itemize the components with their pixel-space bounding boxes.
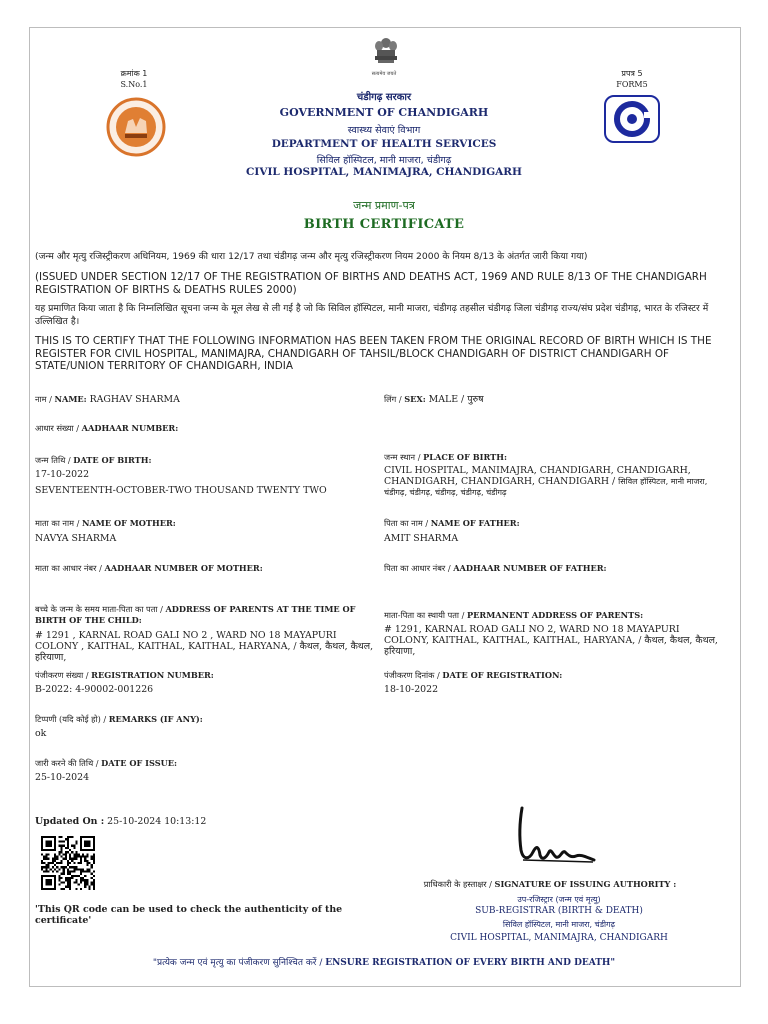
issue-date-value: 25-10-2024 xyxy=(35,772,90,783)
certificate-title-hindi: जन्म प्रमाण-पत्र xyxy=(353,199,415,212)
mother-aadhaar-label: माता का आधार नंबर / AADHAAR NUMBER OF MOTHER: xyxy=(35,563,263,573)
issued-under-hindi: (जन्म और मृत्यु रजिस्ट्रीकरण अधिनियम, 1969 की धारा 12/17 तथा चंडीगढ़ जन्म और मृत्यु रजिस्ट्रीकरण नियम 2000 के नियम 8/13 के अंतर्गत जारी किया गया) xyxy=(35,251,588,262)
serial-number: S.No.1 xyxy=(120,80,148,89)
registration-number-label: पंजीकरण संख्या / REGISTRATION NUMBER: xyxy=(35,670,214,680)
mother-value: NAVYA SHARMA xyxy=(35,533,117,544)
dept-title: DEPARTMENT OF HEALTH SERVICES xyxy=(271,138,497,150)
dob-words: SEVENTEENTH-OCTOBER-TWO THOUSAND TWENTY TWO xyxy=(35,485,327,496)
signature-label: प्राधिकारी के हस्ताक्षर / SIGNATURE OF ISSUING AUTHORITY : xyxy=(423,879,677,889)
permanent-address-label: माता-पिता का स्थायी पता / PERMANENT ADDRESS OF PARENTS: xyxy=(384,610,644,620)
name-label: नाम / NAME: RAGHAV SHARMA xyxy=(35,394,180,405)
mother-label: माता का नाम / NAME OF MOTHER: xyxy=(35,518,176,528)
name-value: RAGHAV SHARMA xyxy=(89,394,180,405)
qr-note: 'This QR code can be used to check the authenticity of the certificate' xyxy=(35,904,343,926)
address-at-birth-value: # 1291 , KARNAL ROAD GALI NO 2 , WARD NO 18 MAYAPURI COLONY , KAITHAL, KAITHAL, KAITHAL, HARYANA, / कैथल, कैथल, कैथल, हरियाणा, xyxy=(35,630,374,663)
serial-hindi: क्रमांक 1 xyxy=(120,69,148,78)
address-at-birth-label: बच्चे के जन्म के समय माता-पिता का पता / ADDRESS OF PARENTS AT THE TIME OF BIRTH OF THE CHILD: xyxy=(35,604,356,625)
authority-hindi-title: उप-रजिस्ट्रार (जन्म एवं मृत्यु) xyxy=(517,895,601,904)
certify-hindi: यह प्रमाणित किया जाता है कि निम्नलिखित सूचना जन्म के मूल लेख से ली गई है जो कि सिविल हॉस्पिटल, मानी माजरा, चंडीगढ़ तहसील चंडीगढ़ जिला चंडीगढ़ राज्य/संघ प्रदेश चंडीगढ़, भारत के रजिस्टर में उल्लिखित है। xyxy=(35,303,709,327)
remarks-value: ok xyxy=(35,728,47,739)
hospital-title: CIVIL HOSPITAL, MANIMAJRA, CHANDIGARH xyxy=(246,166,522,178)
dept-hindi: स्वास्थ्य सेवाएं विभाग xyxy=(347,125,421,136)
registration-number-value: B-2022: 4-90002-001226 xyxy=(35,684,154,695)
aadhaar-label: आधार संख्या / AADHAAR NUMBER: xyxy=(35,423,179,433)
issued-under: (ISSUED UNDER SECTION 12/17 OF THE REGISTRATION OF BIRTHS AND DEATHS ACT, 1969 AND RULE 8/13 OF THE CHANDIGARH REGISTRATION OF BIRTHS & DEATHS RULES 2000) xyxy=(35,271,707,296)
emblem-caption: सत्यमेव जयते xyxy=(371,71,397,77)
remarks-label: टिप्पणी (यदि कोई हो) / REMARKS (IF ANY): xyxy=(35,714,203,724)
updated-on: Updated On : 25-10-2024 10:13:12 xyxy=(35,816,207,827)
slogan: "प्रत्येक जन्म एवं मृत्यु का पंजीकरण सुनिश्चित करें / ENSURE REGISTRATION OF EVERY BIRTH AND DEATH" xyxy=(152,958,616,968)
form-hindi: प्रपत्र 5 xyxy=(621,69,643,78)
gov-title: GOVERNMENT OF CHANDIGARH xyxy=(279,106,489,119)
dob-value: 17-10-2022 xyxy=(35,469,90,480)
sex-value: MALE / पुरुष xyxy=(428,394,484,405)
pob-label: जन्म स्थान / PLACE OF BIRTH: xyxy=(384,452,507,462)
dob-label: जन्म तिथि / DATE OF BIRTH: xyxy=(35,455,152,465)
pob-value: CIVIL HOSPITAL, MANIMAJRA, CHANDIGARH, CHANDIGARH, CHANDIGARH, CHANDIGARH, CHANDIGARH / सिविल हॉस्पिटल, मानी माजरा, चंडीगढ़, चंडीगढ़, चंडीगढ़, चंडीगढ़, चंडीगढ़ xyxy=(384,465,708,497)
father-value: AMIT SHARMA xyxy=(384,533,459,544)
form-number: FORM5 xyxy=(616,80,648,89)
father-label: पिता का नाम / NAME OF FATHER: xyxy=(384,518,520,528)
sex-label: लिंग / SEX: MALE / पुरुष xyxy=(384,394,484,405)
signature-image xyxy=(515,800,601,872)
authority-hospital-hindi: सिविल हॉस्पिटल, मानी माजरा, चंडीगढ़ xyxy=(502,920,616,929)
registration-date-label: पंजीकरण दिनांक / DATE OF REGISTRATION: xyxy=(384,670,563,680)
authority-title: SUB-REGISTRAR (BIRTH & DEATH) xyxy=(475,906,643,916)
permanent-address-value: # 1291, KARNAL ROAD GALI NO 2, WARD NO 18 MAYAPURI COLONY, KAITHAL, KAITHAL, KAITHAL, HARYANA, / कैथल, कैथल, कैथल, हरियाणा, xyxy=(384,624,718,657)
gov-hindi: चंडीगढ़ सरकार xyxy=(356,92,412,103)
father-aadhaar-label: पिता का आधार नंबर / AADHAAR NUMBER OF FATHER: xyxy=(384,563,607,573)
national-emblem-icon xyxy=(372,36,400,74)
authority-hospital: CIVIL HOSPITAL, MANIMAJRA, CHANDIGARH xyxy=(450,933,668,943)
registration-date-value: 18-10-2022 xyxy=(384,684,439,695)
certificate-title: BIRTH CERTIFICATE xyxy=(303,217,465,232)
hospital-hindi: सिविल हॉस्पिटल, मानी माजरा, चंडीगढ़ xyxy=(316,155,452,166)
certify-statement: THIS IS TO CERTIFY THAT THE FOLLOWING INFORMATION HAS BEEN TAKEN FROM THE ORIGINAL RECORD OF BIRTH WHICH IS THE REGISTER FOR CIVIL HOSPITAL, MANIMAJRA, CHANDIGARH OF TAHSIL/BLOCK CHANDIGARH OF DISTRICT CHANDIGARH OF STATE/UNION TERRITORY OF CHANDIGARH, INDIA xyxy=(35,335,712,372)
issue-date-label: जारी करने की तिथि / DATE OF ISSUE: xyxy=(35,758,178,768)
